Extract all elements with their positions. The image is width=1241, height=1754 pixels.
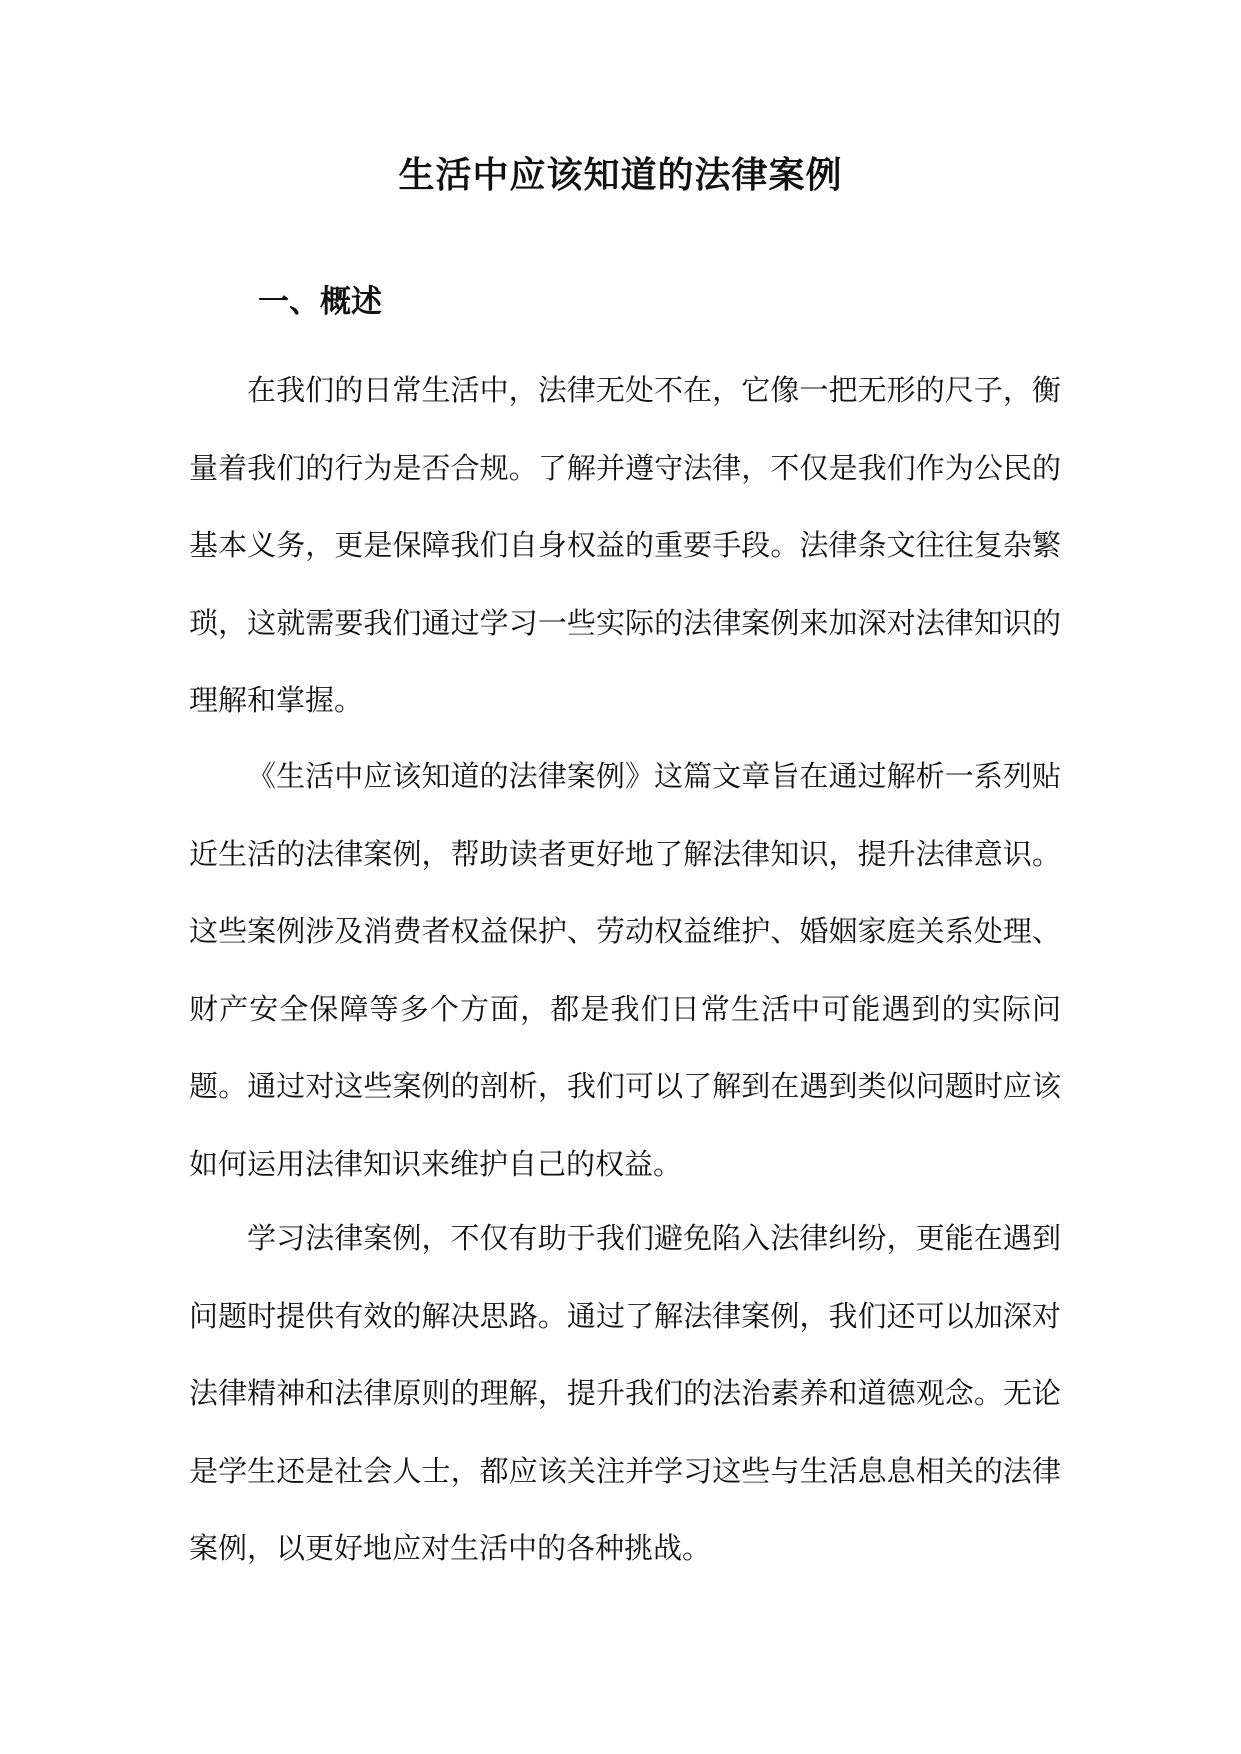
document-title: 生活中应该知道的法律案例 xyxy=(398,154,843,196)
section-heading: 一、概述 xyxy=(258,284,382,320)
body-paragraph: 在我们的日常生活中，法律无处不在，它像一把无形的尺子，衡量着我们的行为是否合规。了解并遵守法律，不仅是我们作为公民的基本义务，更是保障我们自身权益的重要手段。法律条文往往复杂繁琐，这就需要我们通过学习一些实际的法律案例来加深对法律知识的理解和掌握。 xyxy=(189,373,1061,718)
body-paragraph: 学习法律案例，不仅有助于我们避免陷入法律纠纷，更能在遇到问题时提供有效的解决思路。通过了解法律案例，我们还可以加深对法律精神和法律原则的理解，提升我们的法治素养和道德观念。无论是学生还是社会人士，都应该关注并学习这些与生活息息相关的法律案例，以更好地应对生活中的各种挑战。 xyxy=(189,1221,1061,1566)
body-paragraph: 《生活中应该知道的法律案例》这篇文章旨在通过解析一系列贴近生活的法律案例，帮助读者更好地了解法律知识，提升法律意识。这些案例涉及消费者权益保护、劳动权益维护、婚姻家庭关系处理、财产安全保障等多个方面，都是我们日常生活中可能遇到的实际问题。通过对这些案例的剖析，我们可以了解到在遇到类似问题时应该如何运用法律知识来维护自己的权益。 xyxy=(189,759,1061,1181)
